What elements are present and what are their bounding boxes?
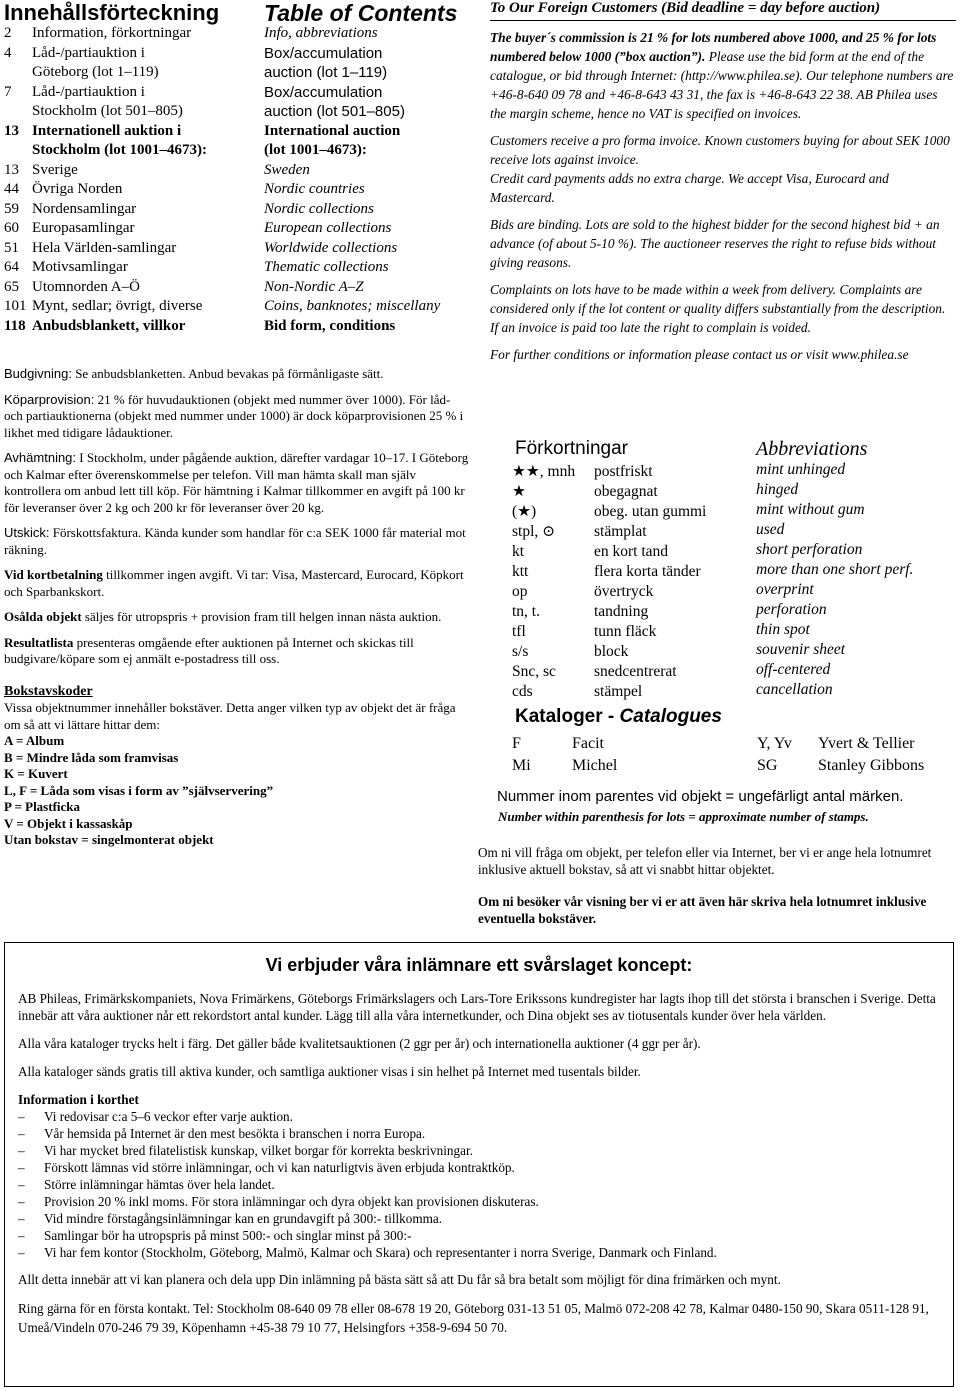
abbreviations-title-sv: Förkortningar [515, 438, 628, 459]
abbreviation-symbol: ktt [512, 563, 529, 580]
toc-label-en: Coins, banknotes; miscellany [264, 298, 441, 314]
dash-bullet-icon: – [18, 1126, 25, 1141]
abbreviation-meaning-en: thin spot [756, 621, 810, 638]
abbreviation-meaning-sv: stämpel [594, 683, 643, 700]
consignor-offer-box [4, 942, 954, 1387]
planning-paragraph: Allt detta innebär att vi kan planera och dela upp Din inlämning på bästa sätt så att Du får så bra betalt som möjligt för dina frimärken och mynt. [18, 1272, 781, 1287]
toc-label-en: Worldwide collections [264, 239, 398, 256]
abbreviation-symbol: kt [512, 543, 525, 560]
toc-page-number: 64 [4, 259, 19, 275]
toc-label-sv: Sverige [32, 161, 78, 178]
letter-code-item: V = Objekt i kassaskåp [4, 815, 133, 831]
toc-page-number: 7 [4, 83, 12, 100]
catalogue-code: F [512, 735, 521, 752]
catalogue-name: Facit [572, 735, 604, 752]
kopar-label: Köparprovision: [4, 391, 95, 407]
abbreviation-meaning-en: mint unhinged [756, 461, 846, 478]
toc-label-sv: Information, förkortningar [32, 25, 192, 41]
lot-number-note-sv: Nummer inom parentes vid objekt = ungefärligt antal märken. [497, 788, 904, 805]
viewing-note: Om ni besöker vår visning ber vi er att även här skriva hela lotnumret inklusive eventuella bokstäver. [478, 894, 927, 926]
abbreviation-symbol: op [512, 583, 528, 600]
toc-label-sv: Motivsamlingar [32, 259, 128, 275]
list-item-text: Samlingar bör ha utropspris på minst 500:- och singlar minst på 300:- [44, 1228, 412, 1243]
list-item-text: Förskott lämnas vid större inlämningar, och vi kan naturligtvis även erbjuda kontraktköp. [44, 1160, 515, 1175]
foreign-customers-info [490, 28, 956, 372]
toc-label-en: Bid form, conditions [264, 317, 396, 334]
toc-label-en: Thematic collections [264, 259, 389, 275]
abbreviation-symbol: ★ [512, 483, 526, 500]
toc-label-en: Info, abbreviations [264, 25, 378, 41]
foreign-customers-title: To Our Foreign Customers (Bid deadline = day before auction) [490, 0, 956, 21]
toc-label-en: auction (lot 501–805) [264, 103, 405, 120]
toc-entry-sv [4, 161, 262, 180]
credit-card-text: Credit card payments adds no extra charge. We accept Visa, Eurocard and Mastercard. [490, 171, 889, 205]
list-item [18, 1159, 943, 1176]
utskick-text: Förskottsfaktura. Kända kunder som handlar för c:a SEK 1000 får material mot räkning. [4, 525, 466, 557]
budgivning-text: Se anbudsblanketten. Anbud bevakas på förmånligaste sätt. [71, 366, 384, 381]
abbreviation-meaning-en: souvenir sheet [756, 641, 846, 658]
resultat-paragraph [4, 635, 472, 668]
lot-number-note-en: Number within parenthesis for lots = approximate number of stamps. [498, 809, 869, 824]
info-brief-title: Information i korthet [18, 1092, 139, 1107]
dash-bullet-icon: – [18, 1245, 25, 1260]
list-item [18, 1193, 943, 1210]
toc-label-en: auction (lot 1–119) [264, 64, 388, 81]
abbreviation-meaning-sv: tunn fläck [594, 623, 657, 640]
toc-entry-sv [4, 63, 262, 82]
catalogue-name: Michel [572, 757, 618, 774]
toc-entry-sv [4, 219, 262, 238]
abbreviation-symbol: (★) [512, 503, 537, 520]
abbreviation-meaning-sv: flera korta tänder [594, 563, 701, 580]
toc-label-sv: Stockholm (lot 501–805) [32, 103, 183, 119]
letter-code-item: B = Mindre låda som framvisas [4, 749, 179, 765]
inquiry-note: Om ni vill fråga om objekt, per telefon eller via Internet, ber vi er ange hela lotnumret inklusive aktuell bokstav, så att vi snabbt hittar objektet. [478, 845, 932, 877]
consignor-offer-body [18, 990, 943, 1348]
toc-page-number: 101 [4, 298, 27, 314]
toc-label-sv: Utomnorden A–Ö [32, 278, 140, 295]
dash-bullet-icon: – [18, 1194, 25, 1209]
list-item-text: Vi har fem kontor (Stockholm, Göteborg, Malmö, Kalmar och Skara) och representanter i norra Sverige, Danmark och Finland. [44, 1245, 717, 1260]
catalogues-title-sv: Kataloger - [515, 706, 620, 727]
abbreviation-meaning-sv: obegagnat [594, 483, 658, 500]
consignor-offer-title: Vi erbjuder våra inlämnare ett svårslaget koncept: [265, 955, 693, 975]
abbreviation-meaning-en: short perforation [756, 541, 863, 558]
catalogue-code: Mi [512, 757, 531, 774]
toc-page-number: 118 [4, 317, 26, 334]
kopar-text: 21 % för huvudauktionen (objekt med nummer över 1000). För låd- och partiauktionerna (objekt med nummer under 1000) är dock köparprovisionen 25 % i likhet med tidigare lådauktioner. [4, 391, 464, 440]
toc-label-sv: Hela Världen-samlingar [32, 239, 177, 256]
toc-title-en: Table of Contents [264, 0, 458, 26]
abbreviation-symbol: ★★, mnh [512, 463, 576, 480]
toc-entry-sv [4, 239, 262, 258]
osalda-label: Osålda objekt [4, 609, 82, 624]
list-item-text: Provision 20 % inkl moms. För stora inlämningar och dyra objekt kan provisionen diskuteras. [44, 1194, 539, 1209]
letter-code-item: P = Plastficka [4, 799, 81, 814]
toc-page-number: 44 [4, 181, 19, 197]
utskick-paragraph [4, 525, 472, 558]
abbreviation-meaning-en: mint without gum [756, 501, 865, 518]
list-item-text: Vi redovisar c:a 5–6 veckor efter varje auktion. [44, 1109, 293, 1124]
catalogue-free-paragraph: Alla kataloger sänds gratis till aktiva kunder, och samtliga auktioner visas i sin helhet på Internet med tusentals bilder. [18, 1064, 641, 1079]
toc-entry-sv [4, 297, 262, 316]
abbreviation-symbol: cds [512, 683, 533, 700]
toc-entry-sv [4, 44, 262, 63]
letter-code-item: K = Kuvert [4, 766, 68, 781]
toc-label-sv: Göteborg (lot 1–119) [32, 64, 159, 80]
catalogue-code: Y, Yv [757, 735, 792, 752]
registry-paragraph: AB Phileas, Frimärkskompaniets, Nova Frimärkens, Göteborgs Frimärkslagers och Lars-Tore Erikssons kundregister har lagts ihop till det största i branschen i Sverige. Detta innebär att våra auktioner når ett rekordstort antal kunder. Lägg till alla våra internetkunder, och Dina objekt ses av tiotusentals kunder över hela världen. [18, 991, 936, 1023]
abbreviations-title-en: Abbreviations [756, 438, 868, 460]
toc-label-en: Nordic collections [264, 200, 374, 217]
resultat-text: presenteras omgående efter auktionen på Internet och skickas till budgivare/köpare som ej anmält e-postadress till oss. [4, 634, 414, 666]
list-item [18, 1244, 943, 1261]
abbreviation-meaning-sv: en kort tand [594, 543, 669, 560]
toc-page-number: 51 [4, 239, 19, 256]
dash-bullet-icon: – [18, 1109, 25, 1124]
abbreviation-meaning-en: cancellation [756, 681, 833, 698]
toc-page-number: 59 [4, 200, 19, 217]
catalogue-name: Yvert & Tellier [818, 735, 915, 752]
abbreviation-symbol: stpl, ⊙ [512, 523, 556, 540]
abbreviation-meaning-en: more than one short perf. [756, 561, 914, 578]
abbreviation-symbol: s/s [512, 643, 529, 660]
toc-label-en: Sweden [264, 161, 310, 178]
toc-label-sv: Mynt, sedlar; övrigt, diverse [32, 298, 203, 314]
toc-title-sv: Innehållsförteckning [4, 0, 220, 25]
toc-label-en: Nordic countries [264, 181, 365, 197]
list-item [18, 1125, 943, 1142]
list-item [18, 1142, 943, 1159]
budgivning-paragraph [4, 366, 472, 383]
auction-conditions [4, 366, 472, 849]
osalda-text: säljes för utropspris + provision fram till helgen innan nästa auktion. [81, 609, 442, 624]
abbreviation-meaning-en: overprint [756, 581, 814, 598]
letter-codes-title: Bokstavskoder [4, 683, 93, 699]
list-item [18, 1227, 943, 1244]
letter-codes-intro: Vissa objektnummer innehåller bokstäver. Detta anger vilken typ av objekt det är fråga om så att vi lättare hittar dem: [4, 700, 456, 732]
toc-page-number: 4 [4, 44, 12, 61]
letter-codes [4, 684, 472, 849]
abbreviation-meaning-sv: block [594, 643, 629, 660]
info-brief-list [18, 1108, 943, 1261]
toc-entry-sv [4, 24, 262, 43]
abbreviation-meaning-sv: stämplat [594, 523, 647, 540]
bid-contact-text: Please use the bid form at the end of the catalogue, or bid through Internet: (http://www.philea.se). Our telephone numbers are +46-8-640 09 78 and +46-8-643 43 31, the fax is +46-8-643 22 38. AB Philea uses the margin scheme, hence no VAT is specified on invoices. [490, 49, 954, 121]
toc-label-sv: Internationell auktion i [32, 122, 182, 139]
osalda-paragraph [4, 609, 472, 626]
toc-label-sv: Övriga Norden [32, 181, 123, 197]
toc-label-en: (lot 1001–4673): [264, 142, 367, 158]
toc-page-number: 13 [4, 161, 19, 178]
letter-code-item: L, F = Låda som visas i form av ”självservering” [4, 782, 274, 798]
list-item-text: Vår hemsida på Internet är den mest besökta i branschen i norra Europa. [44, 1126, 426, 1141]
bids-paragraph: Bids are binding. Lots are sold to the highest bidder for the second highest bid + an advance (of about 5-10 %). The auctioneer reserves the right to refuse bids without giving reasons. [490, 217, 940, 270]
toc-label-sv: Låd-/partiauktion i [32, 44, 145, 61]
pro-forma-text: Customers receive a pro forma invoice. Known customers buying for about SEK 1000 receive lots against invoice. [490, 133, 950, 167]
list-item [18, 1210, 943, 1227]
catalogue-print-paragraph: Alla våra kataloger trycks helt i färg. Det gäller både kvalitetsauktionen (2 ggr per år) och internationella auktioner (4 ggr per år). [18, 1036, 701, 1051]
toc-entry-sv [4, 317, 262, 336]
commission-text: The buyer´s commission is 21 % for lots numbered above 1000, and 25 % for lots numbered below 1000 (”box auction”). [490, 30, 937, 64]
abbreviation-meaning-en: off-centered [756, 661, 831, 678]
complaints-paragraph: Complaints on lots have to be made within a week from delivery. Complaints are considered only if the lot content or quality differs substantially from the description. If an invoice is paid too late the right to complain is voided. [490, 282, 946, 335]
commission-paragraph [490, 28, 956, 123]
invoice-paragraph [490, 131, 956, 169]
dash-bullet-icon: – [18, 1143, 25, 1158]
abbreviation-meaning-sv: övertryck [594, 583, 654, 600]
kortbetalning-paragraph [4, 567, 472, 600]
kortbetalning-text: tillkommer ingen avgift. Vi tar: Visa, Mastercard, Eurocard, Köpkort och Sparbankskort. [4, 567, 464, 599]
abbreviation-meaning-sv: snedcentrerat [594, 663, 677, 680]
abbreviation-symbol: tfl [512, 623, 526, 640]
list-item [18, 1108, 943, 1125]
toc-label-sv: Anbudsblankett, villkor [32, 317, 186, 334]
resultat-label: Resultatlista [4, 634, 74, 650]
contact-paragraph: Ring gärna för en första kontakt. Tel: Stockholm 08-640 09 78 eller 08-678 19 20, Göteborg 031-13 51 05, Malmö 072-208 42 78, Kalmar 0480-150 90, Skara 0511-128 91, Umeå/Vindeln 070-246 79 39, Köpenhamn +45-38 79 10 77, Helsingfors +358-9-694 50 70. [18, 1301, 929, 1335]
letter-code-item: A = Album [4, 733, 65, 748]
toc-entry-sv [4, 102, 262, 121]
dash-bullet-icon: – [18, 1160, 25, 1175]
catalogue-code: SG [757, 757, 778, 774]
list-item-text: Större inlämningar hämtas över hela landet. [44, 1177, 275, 1192]
kopar-paragraph [4, 392, 472, 442]
abbreviation-meaning-en: used [756, 521, 785, 538]
abbreviation-meaning-sv: tandning [594, 603, 649, 620]
credit-card-paragraph [490, 169, 956, 207]
catalogue-name: Stanley Gibbons [818, 757, 925, 774]
toc-label-sv: Nordensamlingar [32, 200, 137, 217]
toc-entry-sv [4, 258, 262, 277]
toc-label-sv: Låd-/partiauktion i [32, 83, 145, 100]
abbreviation-meaning-sv: obeg. utan gummi [594, 503, 707, 520]
toc-label-en: European collections [264, 220, 392, 236]
avhamtning-label: Avhämtning: [4, 450, 77, 465]
toc-entry-sv [4, 122, 262, 141]
toc-label-en: Box/accumulation [264, 83, 383, 101]
toc-entry-sv [4, 83, 262, 102]
toc-page-number: 60 [4, 220, 19, 236]
letter-code-item: Utan bokstav = singelmonterat objekt [4, 832, 214, 847]
catalogues-title-en: Catalogues [619, 706, 722, 727]
catalogues-title [515, 706, 722, 728]
toc-page-number: 2 [4, 25, 12, 41]
toc-entry-sv [4, 278, 262, 297]
toc-entry-sv [4, 141, 262, 160]
avhamtning-text: I Stockholm, under pågående auktion, därefter vardagar 10–17. I Göteborg och Kalmar efter överenskommelse per telefon. Vill man hämta skall man själv kontrollera om anbud lett till köp. För hämtning i Kalmar tillkommer en avgift på 100 kr för leveranser över 2 kg och 200 kr för leveranser över 20 kg. [4, 450, 469, 515]
list-item [18, 1176, 943, 1193]
dash-bullet-icon: – [18, 1211, 25, 1226]
avhamtning-paragraph [4, 450, 472, 516]
toc-label-sv: Europasamlingar [32, 220, 135, 236]
toc-entry-sv [4, 200, 262, 219]
toc-label-en: International auction [264, 122, 401, 139]
toc-page-number: 13 [4, 122, 19, 139]
utskick-label: Utskick: [4, 525, 50, 540]
toc-label-en: Box/accumulation [264, 44, 383, 62]
dash-bullet-icon: – [18, 1228, 25, 1243]
budgivning-label: Budgivning: [4, 366, 72, 381]
further-info-paragraph: For further conditions or information please contact us or visit www.philea.se [490, 347, 909, 362]
toc-page-number: 65 [4, 278, 19, 295]
list-item-text: Vi har mycket bred filatelistisk kunskap, vilket borgar för korrekta beskrivningar. [44, 1143, 473, 1158]
abbreviation-symbol: Snc, sc [512, 663, 556, 680]
abbreviation-meaning-en: perforation [756, 601, 827, 618]
abbreviation-meaning-en: hinged [756, 481, 799, 498]
dash-bullet-icon: – [18, 1177, 25, 1192]
kortbetalning-label: Vid kortbetalning [4, 567, 103, 582]
toc-label-en: Non-Nordic A–Z [264, 278, 364, 295]
abbreviation-symbol: tn, t. [512, 603, 540, 620]
toc-entry-sv [4, 180, 262, 199]
abbreviation-meaning-sv: postfriskt [594, 463, 653, 480]
list-item-text: Vid mindre förstagångsinlämningar kan en grundavgift på 300:- tillkomma. [44, 1211, 443, 1226]
toc-label-sv: Stockholm (lot 1001–4673): [32, 142, 207, 158]
